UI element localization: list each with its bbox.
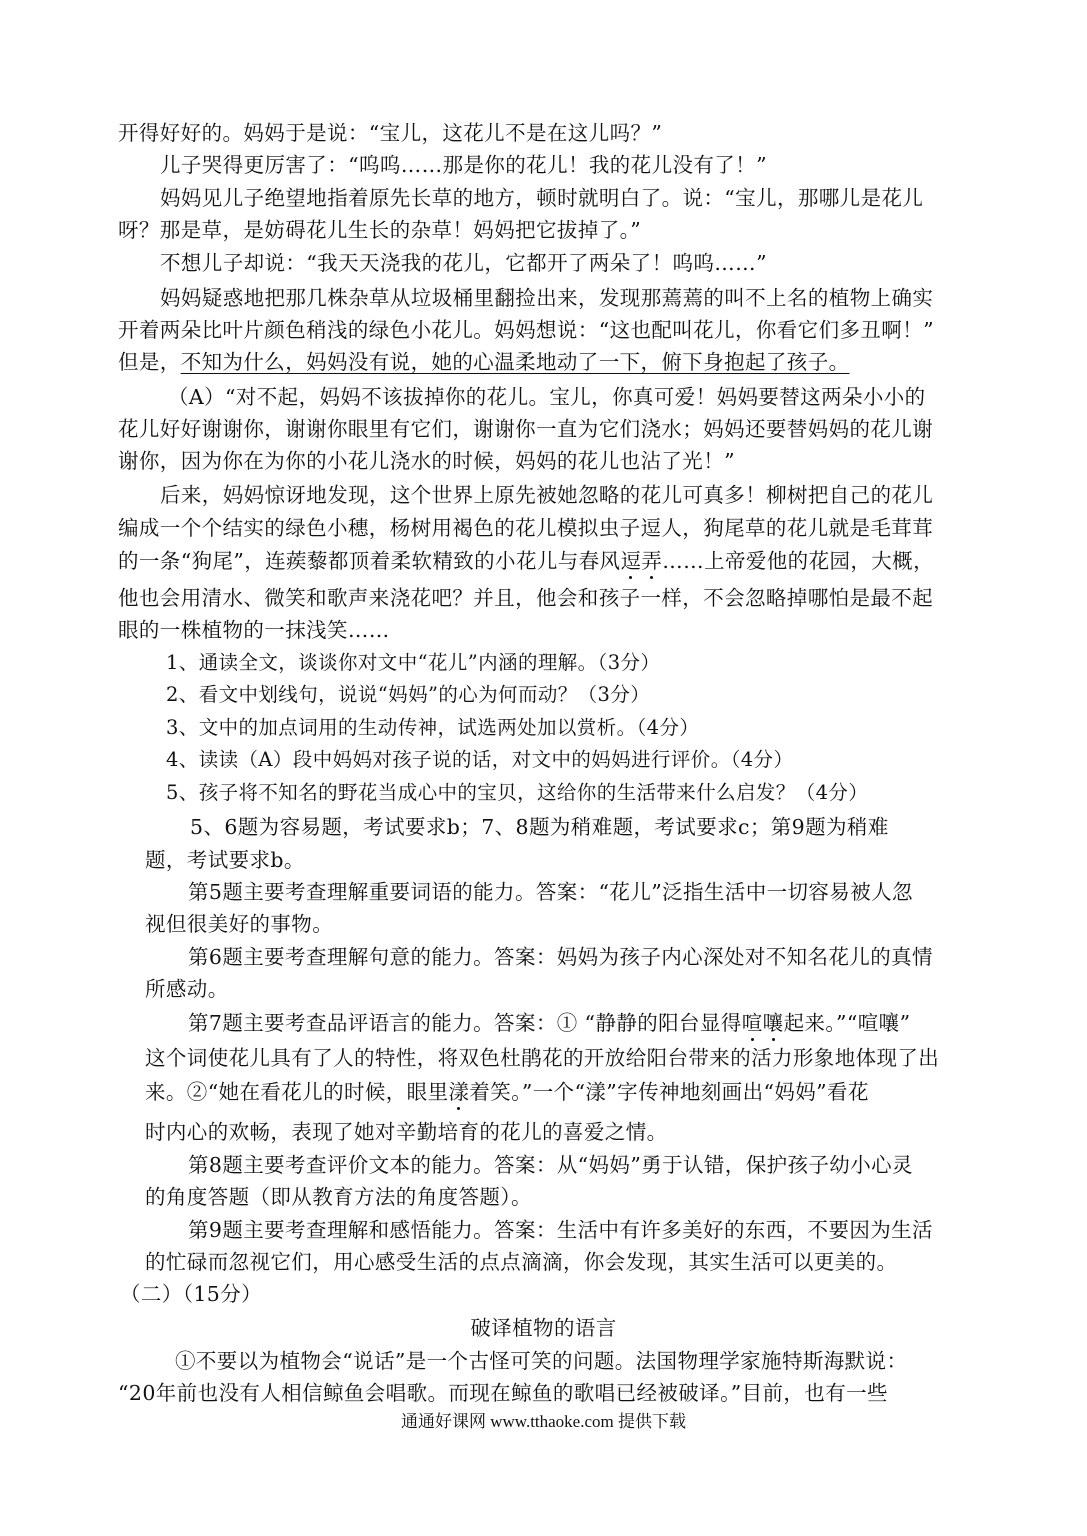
- story-paragraph-line: [118, 347, 850, 377]
- plain-text: 来。②“她在看花儿的时候，眼里: [145, 1080, 449, 1104]
- answer-line: 第6题主要考查理解句意的能力。答案：妈妈为孩子内心深处对不知名花儿的真情: [188, 945, 933, 969]
- answer-intro-line: 5、6题为容易题，考试要求b；7、8题为稍难题，考试要求c；第9题为稍难: [190, 815, 889, 839]
- underlined-sentence: 不知为什么，妈妈没有说，她的心温柔地动了一下，俯下身抱起了孩子。: [180, 350, 850, 374]
- story-paragraph-line: 不想儿子却说：“我天天浇我的花儿，它都开了两朵了！呜呜……”: [160, 251, 767, 275]
- answer-line: 所感动。: [145, 977, 229, 1001]
- emphasis-dotted-char: 喧: [741, 1011, 763, 1035]
- story-paragraph-line: 开得好好的。妈妈于是说：“宝儿，这花儿不是在这儿吗？”: [118, 121, 663, 145]
- question-item: 1、通读全文，谈谈你对文中“花儿”内涵的理解。（3分）: [166, 651, 661, 674]
- question-item: 3、文中的加点词用的生动传神，试选两处加以赏析。（4分）: [166, 716, 700, 739]
- plain-text: 着笑。”一个“漾”字传神地刻画出“妈妈”看花: [469, 1080, 869, 1104]
- answer-line: [188, 1008, 910, 1038]
- answer-line: [145, 1077, 869, 1107]
- story-paragraph-line: 妈妈见儿子绝望地指着原先长草的地方，顿时就明白了。说：“宝儿，那哪儿是花儿: [160, 186, 924, 210]
- story-paragraph-line: 谢你，因为你在为你的小花儿浇水的时候，妈妈的花儿也沾了光！”: [118, 449, 735, 473]
- emphasis-dotted-char: 弄: [641, 549, 663, 573]
- question-item: 5、孩子将不知名的野花当成心中的宝贝，这给你的生活带来什么启发？（4分）: [166, 781, 869, 804]
- emphasis-dotted-char: 嚷: [762, 1011, 784, 1035]
- plain-text: 起来。”“喧嚷”: [783, 1011, 911, 1035]
- question-item: 4、读读（A）段中妈妈对孩子说的话，对文中的妈妈进行评价。（4分）: [166, 748, 794, 771]
- page-footer: 通通好课网 www.tthaoke.com 提供下载: [400, 1412, 687, 1431]
- story-paragraph-line: 编成一个个结实的绿色小穗，杨树用褐色的花儿模拟虫子逗人，狗尾草的花儿就是毛茸茸: [118, 516, 934, 540]
- question-item: 2、看文中划线句，说说“妈妈”的心为何而动？（3分）: [166, 683, 651, 706]
- article-paragraph-line: ①不要以为植物会“说话”是一个古怪可笑的问题。法国物理学家施特斯海默说：: [175, 1349, 908, 1373]
- story-paragraph-line: 妈妈疑惑地把那几株杂草从垃圾桶里翻捡出来，发现那蔫蔫的叫不上名的植物上确实: [160, 286, 934, 310]
- story-paragraph-line: 他也会用清水、微笑和歌声来浇花吧？并且，他会和孩子一样，不会忽略掉哪怕是最不起: [118, 586, 934, 610]
- story-paragraph-line: 开着两朵比叶片颜色稍浅的绿色小花儿。妈妈想说：“这也配叫花儿，你看它们多丑啊！”: [118, 318, 934, 342]
- emphasis-dotted-char: 漾: [448, 1080, 470, 1104]
- emphasis-dotted-char: 逗: [620, 549, 642, 573]
- answer-line: 时内心的欢畅，表现了她对辛勤培育的花儿的喜爱之情。: [145, 1120, 668, 1144]
- article-title: 破译植物的语言: [470, 1316, 617, 1340]
- answer-line: 的角度答题（即从教育方法的角度答题）。: [145, 1185, 532, 1209]
- story-paragraph-line: 后来，妈妈惊讶地发现，这个世界上原先被她忽略的花儿可真多！柳树把自己的花儿: [160, 483, 934, 507]
- answer-line: 的忙碌而忽视它们，用心感受生活的点点滴滴，你会发现，其实生活可以更美的。: [145, 1250, 898, 1274]
- story-paragraph-line: （A）“对不起，妈妈不该拔掉你的花儿。宝儿，你真可爱！妈妈要替这两朵小小的: [168, 385, 926, 409]
- answer-intro-line: 题，考试要求b。: [145, 848, 305, 872]
- plain-text: ……上帝爱他的花园，大概，: [662, 549, 934, 573]
- story-paragraph-line: 呀？那是草，是妨碍花儿生长的杂草！妈妈把它拔掉了。”: [118, 218, 642, 242]
- section-header: （二）（15分）: [120, 1282, 263, 1306]
- answer-line: 视但很美好的事物。: [145, 912, 334, 936]
- plain-text: 但是，: [118, 350, 181, 374]
- plain-text: 的一条“狗尾”，连蒺藜都顶着柔软精致的小花儿与春风: [118, 549, 621, 573]
- story-paragraph-line: 眼的一株植物的一抹浅笑……: [118, 618, 390, 642]
- story-paragraph-line: [118, 546, 934, 576]
- story-paragraph-line: 儿子哭得更厉害了：“呜呜……那是你的花儿！我的花儿没有了！”: [160, 153, 767, 177]
- answer-line: 这个词使花儿具有了人的特性，将双色杜鹃花的开放给阳台带来的活力形象地体现了出: [145, 1046, 940, 1070]
- story-paragraph-line: 花儿好好谢谢你，谢谢你眼里有它们，谢谢你一直为它们浇水；妈妈还要替妈妈的花儿谢: [118, 417, 934, 441]
- plain-text: 第7题主要考查品评语言的能力。答案：① “静静的阳台显得: [188, 1011, 742, 1035]
- answer-line: 第9题主要考查理解和感悟能力。答案：生活中有许多美好的东西，不要因为生活: [188, 1218, 933, 1242]
- article-paragraph-line: “20年前也没有人相信鲸鱼会唱歌。而现在鲸鱼的歌唱已经被破译。”目前，也有一些: [118, 1381, 888, 1405]
- answer-line: 第8题主要考查评价文本的能力。答案：从“妈妈”勇于认错，保护孩子幼小心灵: [188, 1153, 913, 1177]
- answer-line: 第5题主要考查理解重要词语的能力。答案：“花儿”泛指生活中一切容易被人忽: [188, 880, 913, 904]
